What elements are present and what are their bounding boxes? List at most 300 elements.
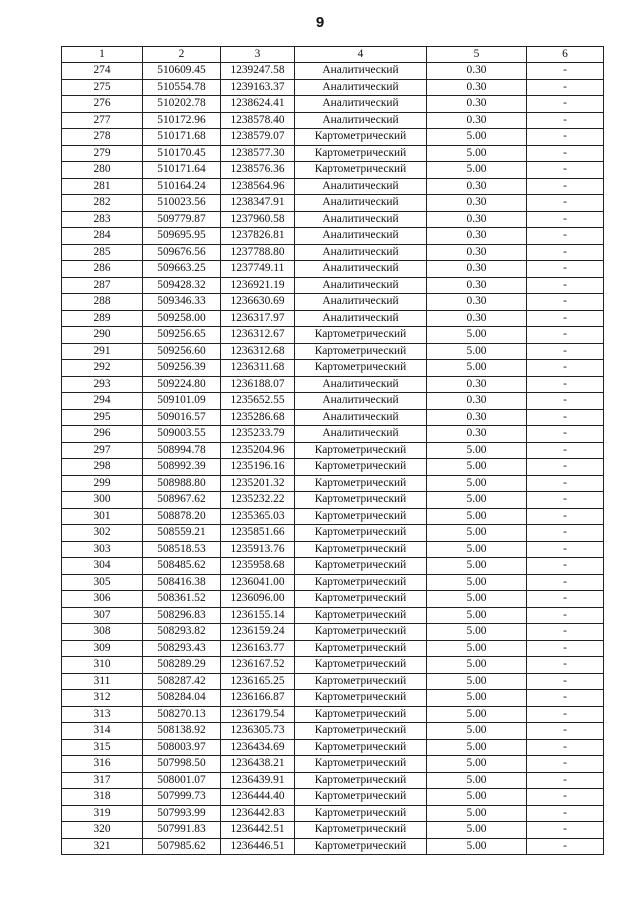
- y-coordinate-cell: 1235652.55: [221, 393, 295, 410]
- method-cell: Картометрический: [295, 822, 427, 839]
- table-row: [62, 162, 604, 179]
- point-number-cell: 311: [62, 673, 143, 690]
- note-cell: -: [527, 178, 604, 195]
- accuracy-cell: 5.00: [427, 690, 527, 707]
- note-cell: -: [527, 723, 604, 740]
- accuracy-cell: 5.00: [427, 574, 527, 591]
- note-cell: -: [527, 558, 604, 575]
- table-row: [62, 558, 604, 575]
- point-number-cell: 274: [62, 63, 143, 80]
- y-coordinate-cell: 1236434.69: [221, 739, 295, 756]
- method-cell: Картометрический: [295, 558, 427, 575]
- accuracy-cell: 5.00: [427, 508, 527, 525]
- note-cell: -: [527, 228, 604, 245]
- method-cell: Картометрический: [295, 706, 427, 723]
- x-coordinate-cell: 508296.83: [143, 607, 221, 624]
- x-coordinate-cell: 509663.25: [143, 261, 221, 278]
- x-coordinate-cell: 508967.62: [143, 492, 221, 509]
- y-coordinate-cell: 1235196.16: [221, 459, 295, 476]
- table-row: [62, 195, 604, 212]
- x-coordinate-cell: 508138.92: [143, 723, 221, 740]
- y-coordinate-cell: 1235851.66: [221, 525, 295, 542]
- y-coordinate-cell: 1238564.96: [221, 178, 295, 195]
- table-row: [62, 690, 604, 707]
- method-cell: Картометрический: [295, 360, 427, 377]
- accuracy-cell: 0.30: [427, 426, 527, 443]
- point-number-cell: 320: [62, 822, 143, 839]
- note-cell: -: [527, 756, 604, 773]
- table-row: [62, 244, 604, 261]
- table-row: [62, 442, 604, 459]
- point-number-cell: 294: [62, 393, 143, 410]
- method-cell: Картометрический: [295, 690, 427, 707]
- x-coordinate-cell: 508518.53: [143, 541, 221, 558]
- accuracy-cell: 5.00: [427, 657, 527, 674]
- method-cell: Аналитический: [295, 228, 427, 245]
- note-cell: -: [527, 673, 604, 690]
- x-coordinate-cell: 510023.56: [143, 195, 221, 212]
- y-coordinate-cell: 1236312.68: [221, 343, 295, 360]
- accuracy-cell: 0.30: [427, 79, 527, 96]
- method-cell: Картометрический: [295, 624, 427, 641]
- note-cell: -: [527, 129, 604, 146]
- note-cell: -: [527, 624, 604, 641]
- x-coordinate-cell: 508293.43: [143, 640, 221, 657]
- x-coordinate-cell: 508416.38: [143, 574, 221, 591]
- note-cell: -: [527, 838, 604, 855]
- point-number-cell: 276: [62, 96, 143, 113]
- y-coordinate-cell: 1237826.81: [221, 228, 295, 245]
- point-number-cell: 302: [62, 525, 143, 542]
- x-coordinate-cell: 510172.96: [143, 112, 221, 129]
- method-cell: Картометрический: [295, 327, 427, 344]
- method-cell: Картометрический: [295, 129, 427, 146]
- table-row: [62, 574, 604, 591]
- y-coordinate-cell: 1236166.87: [221, 690, 295, 707]
- method-cell: Аналитический: [295, 277, 427, 294]
- method-cell: Картометрический: [295, 492, 427, 509]
- x-coordinate-cell: 508003.97: [143, 739, 221, 756]
- note-cell: -: [527, 525, 604, 542]
- x-coordinate-cell: 510171.64: [143, 162, 221, 179]
- x-coordinate-cell: 508284.04: [143, 690, 221, 707]
- table-row: [62, 63, 604, 80]
- x-coordinate-cell: 508994.78: [143, 442, 221, 459]
- note-cell: -: [527, 211, 604, 228]
- method-cell: Аналитический: [295, 244, 427, 261]
- accuracy-cell: 5.00: [427, 327, 527, 344]
- accuracy-cell: 5.00: [427, 756, 527, 773]
- note-cell: -: [527, 508, 604, 525]
- y-coordinate-cell: 1236179.54: [221, 706, 295, 723]
- point-number-cell: 281: [62, 178, 143, 195]
- method-cell: Аналитический: [295, 96, 427, 113]
- accuracy-cell: 5.00: [427, 525, 527, 542]
- method-cell: Картометрический: [295, 591, 427, 608]
- point-number-cell: 309: [62, 640, 143, 657]
- accuracy-cell: 5.00: [427, 360, 527, 377]
- table-row: [62, 673, 604, 690]
- accuracy-cell: 0.30: [427, 178, 527, 195]
- accuracy-cell: 5.00: [427, 789, 527, 806]
- note-cell: -: [527, 772, 604, 789]
- x-coordinate-cell: 509256.39: [143, 360, 221, 377]
- accuracy-cell: 5.00: [427, 772, 527, 789]
- y-coordinate-cell: 1236630.69: [221, 294, 295, 311]
- accuracy-cell: 5.00: [427, 706, 527, 723]
- accuracy-cell: 5.00: [427, 475, 527, 492]
- x-coordinate-cell: 509346.33: [143, 294, 221, 311]
- table-row: [62, 772, 604, 789]
- coordinates-table: [61, 46, 604, 855]
- note-cell: -: [527, 277, 604, 294]
- note-cell: -: [527, 162, 604, 179]
- table-row: [62, 327, 604, 344]
- y-coordinate-cell: 1238347.91: [221, 195, 295, 212]
- accuracy-cell: 5.00: [427, 723, 527, 740]
- table-row: [62, 739, 604, 756]
- column-header: 4: [295, 47, 427, 63]
- y-coordinate-cell: 1236041.00: [221, 574, 295, 591]
- method-cell: Аналитический: [295, 310, 427, 327]
- y-coordinate-cell: 1239163.37: [221, 79, 295, 96]
- x-coordinate-cell: 509016.57: [143, 409, 221, 426]
- point-number-cell: 305: [62, 574, 143, 591]
- note-cell: -: [527, 706, 604, 723]
- accuracy-cell: 5.00: [427, 624, 527, 641]
- method-cell: Картометрический: [295, 723, 427, 740]
- x-coordinate-cell: 510202.78: [143, 96, 221, 113]
- table-row: [62, 789, 604, 806]
- y-coordinate-cell: 1236442.83: [221, 805, 295, 822]
- table-row: [62, 145, 604, 162]
- table-row: [62, 178, 604, 195]
- y-coordinate-cell: 1235201.32: [221, 475, 295, 492]
- method-cell: Аналитический: [295, 294, 427, 311]
- table-row: [62, 129, 604, 146]
- note-cell: -: [527, 822, 604, 839]
- note-cell: -: [527, 261, 604, 278]
- table-row: [62, 805, 604, 822]
- y-coordinate-cell: 1237960.58: [221, 211, 295, 228]
- y-coordinate-cell: 1236442.51: [221, 822, 295, 839]
- note-cell: -: [527, 607, 604, 624]
- note-cell: -: [527, 789, 604, 806]
- x-coordinate-cell: 509224.80: [143, 376, 221, 393]
- point-number-cell: 296: [62, 426, 143, 443]
- x-coordinate-cell: 509676.56: [143, 244, 221, 261]
- accuracy-cell: 5.00: [427, 640, 527, 657]
- table-row: [62, 409, 604, 426]
- x-coordinate-cell: 508293.82: [143, 624, 221, 641]
- table-row: [62, 294, 604, 311]
- method-cell: Аналитический: [295, 112, 427, 129]
- point-number-cell: 312: [62, 690, 143, 707]
- x-coordinate-cell: 509101.09: [143, 393, 221, 410]
- note-cell: -: [527, 79, 604, 96]
- note-cell: -: [527, 442, 604, 459]
- x-coordinate-cell: 510164.24: [143, 178, 221, 195]
- point-number-cell: 287: [62, 277, 143, 294]
- note-cell: -: [527, 360, 604, 377]
- method-cell: Картометрический: [295, 673, 427, 690]
- x-coordinate-cell: 507998.50: [143, 756, 221, 773]
- point-number-cell: 301: [62, 508, 143, 525]
- table-row: [62, 261, 604, 278]
- x-coordinate-cell: 508992.39: [143, 459, 221, 476]
- y-coordinate-cell: 1235913.76: [221, 541, 295, 558]
- method-cell: Картометрический: [295, 789, 427, 806]
- x-coordinate-cell: 510171.68: [143, 129, 221, 146]
- point-number-cell: 285: [62, 244, 143, 261]
- x-coordinate-cell: 507985.62: [143, 838, 221, 855]
- x-coordinate-cell: 510170.45: [143, 145, 221, 162]
- method-cell: Аналитический: [295, 393, 427, 410]
- y-coordinate-cell: 1238579.07: [221, 129, 295, 146]
- point-number-cell: 313: [62, 706, 143, 723]
- table-row: [62, 393, 604, 410]
- table-row: [62, 112, 604, 129]
- accuracy-cell: 0.30: [427, 211, 527, 228]
- accuracy-cell: 5.00: [427, 558, 527, 575]
- table-row: [62, 657, 604, 674]
- method-cell: Картометрический: [295, 162, 427, 179]
- note-cell: -: [527, 690, 604, 707]
- y-coordinate-cell: 1236188.07: [221, 376, 295, 393]
- y-coordinate-cell: 1237749.11: [221, 261, 295, 278]
- method-cell: Картометрический: [295, 343, 427, 360]
- y-coordinate-cell: 1235286.68: [221, 409, 295, 426]
- y-coordinate-cell: 1238624.41: [221, 96, 295, 113]
- x-coordinate-cell: 508988.80: [143, 475, 221, 492]
- table-row: [62, 640, 604, 657]
- x-coordinate-cell: 508287.42: [143, 673, 221, 690]
- accuracy-cell: 0.30: [427, 393, 527, 410]
- accuracy-cell: 5.00: [427, 343, 527, 360]
- method-cell: Картометрический: [295, 541, 427, 558]
- table-header-row: [62, 47, 604, 63]
- method-cell: Аналитический: [295, 211, 427, 228]
- point-number-cell: 316: [62, 756, 143, 773]
- y-coordinate-cell: 1235958.68: [221, 558, 295, 575]
- table-row: [62, 228, 604, 245]
- column-header: 1: [62, 47, 143, 63]
- table-row: [62, 723, 604, 740]
- note-cell: -: [527, 327, 604, 344]
- accuracy-cell: 5.00: [427, 129, 527, 146]
- method-cell: Картометрический: [295, 805, 427, 822]
- table-row: [62, 508, 604, 525]
- table-row: [62, 459, 604, 476]
- table-row: [62, 360, 604, 377]
- point-number-cell: 298: [62, 459, 143, 476]
- note-cell: -: [527, 426, 604, 443]
- y-coordinate-cell: 1236096.00: [221, 591, 295, 608]
- note-cell: -: [527, 96, 604, 113]
- note-cell: -: [527, 145, 604, 162]
- x-coordinate-cell: 509428.32: [143, 277, 221, 294]
- table-row: [62, 607, 604, 624]
- note-cell: -: [527, 657, 604, 674]
- method-cell: Картометрический: [295, 459, 427, 476]
- accuracy-cell: 0.30: [427, 277, 527, 294]
- y-coordinate-cell: 1236155.14: [221, 607, 295, 624]
- note-cell: -: [527, 112, 604, 129]
- note-cell: -: [527, 244, 604, 261]
- point-number-cell: 277: [62, 112, 143, 129]
- point-number-cell: 290: [62, 327, 143, 344]
- y-coordinate-cell: 1236446.51: [221, 838, 295, 855]
- point-number-cell: 278: [62, 129, 143, 146]
- y-coordinate-cell: 1237788.80: [221, 244, 295, 261]
- point-number-cell: 306: [62, 591, 143, 608]
- accuracy-cell: 0.30: [427, 376, 527, 393]
- accuracy-cell: 0.30: [427, 294, 527, 311]
- y-coordinate-cell: 1238578.40: [221, 112, 295, 129]
- table-row: [62, 310, 604, 327]
- accuracy-cell: 0.30: [427, 228, 527, 245]
- note-cell: -: [527, 63, 604, 80]
- accuracy-cell: 0.30: [427, 244, 527, 261]
- x-coordinate-cell: 508001.07: [143, 772, 221, 789]
- point-number-cell: 319: [62, 805, 143, 822]
- y-coordinate-cell: 1236311.68: [221, 360, 295, 377]
- x-coordinate-cell: 508270.13: [143, 706, 221, 723]
- accuracy-cell: 0.30: [427, 96, 527, 113]
- accuracy-cell: 5.00: [427, 591, 527, 608]
- table-row: [62, 426, 604, 443]
- y-coordinate-cell: 1235232.22: [221, 492, 295, 509]
- note-cell: -: [527, 805, 604, 822]
- point-number-cell: 279: [62, 145, 143, 162]
- method-cell: Картометрический: [295, 525, 427, 542]
- note-cell: -: [527, 475, 604, 492]
- method-cell: Картометрический: [295, 640, 427, 657]
- point-number-cell: 321: [62, 838, 143, 855]
- point-number-cell: 280: [62, 162, 143, 179]
- table-row: [62, 475, 604, 492]
- method-cell: Картометрический: [295, 475, 427, 492]
- table-body: [62, 47, 604, 855]
- x-coordinate-cell: 510554.78: [143, 79, 221, 96]
- note-cell: -: [527, 343, 604, 360]
- point-number-cell: 304: [62, 558, 143, 575]
- accuracy-cell: 0.30: [427, 310, 527, 327]
- table-row: [62, 838, 604, 855]
- note-cell: -: [527, 541, 604, 558]
- x-coordinate-cell: 507993.99: [143, 805, 221, 822]
- method-cell: Картометрический: [295, 772, 427, 789]
- note-cell: -: [527, 195, 604, 212]
- note-cell: -: [527, 574, 604, 591]
- method-cell: Картометрический: [295, 145, 427, 162]
- point-number-cell: 308: [62, 624, 143, 641]
- point-number-cell: 299: [62, 475, 143, 492]
- x-coordinate-cell: 508878.20: [143, 508, 221, 525]
- y-coordinate-cell: 1239247.58: [221, 63, 295, 80]
- note-cell: -: [527, 591, 604, 608]
- note-cell: -: [527, 310, 604, 327]
- point-number-cell: 300: [62, 492, 143, 509]
- method-cell: Картометрический: [295, 756, 427, 773]
- table-row: [62, 492, 604, 509]
- note-cell: -: [527, 459, 604, 476]
- point-number-cell: 288: [62, 294, 143, 311]
- x-coordinate-cell: 507991.83: [143, 822, 221, 839]
- x-coordinate-cell: 509003.55: [143, 426, 221, 443]
- point-number-cell: 286: [62, 261, 143, 278]
- table-row: [62, 525, 604, 542]
- column-header: 6: [527, 47, 604, 63]
- method-cell: Картометрический: [295, 508, 427, 525]
- accuracy-cell: 0.30: [427, 63, 527, 80]
- accuracy-cell: 0.30: [427, 112, 527, 129]
- x-coordinate-cell: 510609.45: [143, 63, 221, 80]
- method-cell: Аналитический: [295, 261, 427, 278]
- accuracy-cell: 5.00: [427, 805, 527, 822]
- note-cell: -: [527, 640, 604, 657]
- table-row: [62, 211, 604, 228]
- accuracy-cell: 5.00: [427, 145, 527, 162]
- y-coordinate-cell: 1236159.24: [221, 624, 295, 641]
- accuracy-cell: 5.00: [427, 162, 527, 179]
- accuracy-cell: 0.30: [427, 261, 527, 278]
- y-coordinate-cell: 1236165.25: [221, 673, 295, 690]
- accuracy-cell: 5.00: [427, 673, 527, 690]
- method-cell: Картометрический: [295, 574, 427, 591]
- point-number-cell: 317: [62, 772, 143, 789]
- note-cell: -: [527, 294, 604, 311]
- y-coordinate-cell: 1235204.96: [221, 442, 295, 459]
- column-header: 3: [221, 47, 295, 63]
- method-cell: Картометрический: [295, 442, 427, 459]
- method-cell: Аналитический: [295, 426, 427, 443]
- accuracy-cell: 5.00: [427, 838, 527, 855]
- point-number-cell: 315: [62, 739, 143, 756]
- method-cell: Картометрический: [295, 739, 427, 756]
- method-cell: Аналитический: [295, 195, 427, 212]
- method-cell: Аналитический: [295, 376, 427, 393]
- accuracy-cell: 5.00: [427, 739, 527, 756]
- x-coordinate-cell: 508559.21: [143, 525, 221, 542]
- point-number-cell: 314: [62, 723, 143, 740]
- x-coordinate-cell: 509258.00: [143, 310, 221, 327]
- y-coordinate-cell: 1235365.03: [221, 508, 295, 525]
- y-coordinate-cell: 1235233.79: [221, 426, 295, 443]
- method-cell: Аналитический: [295, 178, 427, 195]
- table-row: [62, 79, 604, 96]
- accuracy-cell: 0.30: [427, 409, 527, 426]
- accuracy-cell: 5.00: [427, 607, 527, 624]
- point-number-cell: 275: [62, 79, 143, 96]
- y-coordinate-cell: 1238576.36: [221, 162, 295, 179]
- table-row: [62, 96, 604, 113]
- note-cell: -: [527, 409, 604, 426]
- point-number-cell: 295: [62, 409, 143, 426]
- note-cell: -: [527, 739, 604, 756]
- y-coordinate-cell: 1236444.40: [221, 789, 295, 806]
- x-coordinate-cell: 509779.87: [143, 211, 221, 228]
- accuracy-cell: 5.00: [427, 442, 527, 459]
- x-coordinate-cell: 509256.65: [143, 327, 221, 344]
- y-coordinate-cell: 1236317.97: [221, 310, 295, 327]
- point-number-cell: 310: [62, 657, 143, 674]
- y-coordinate-cell: 1236312.67: [221, 327, 295, 344]
- table-row: [62, 624, 604, 641]
- method-cell: Аналитический: [295, 63, 427, 80]
- y-coordinate-cell: 1238577.30: [221, 145, 295, 162]
- table-row: [62, 541, 604, 558]
